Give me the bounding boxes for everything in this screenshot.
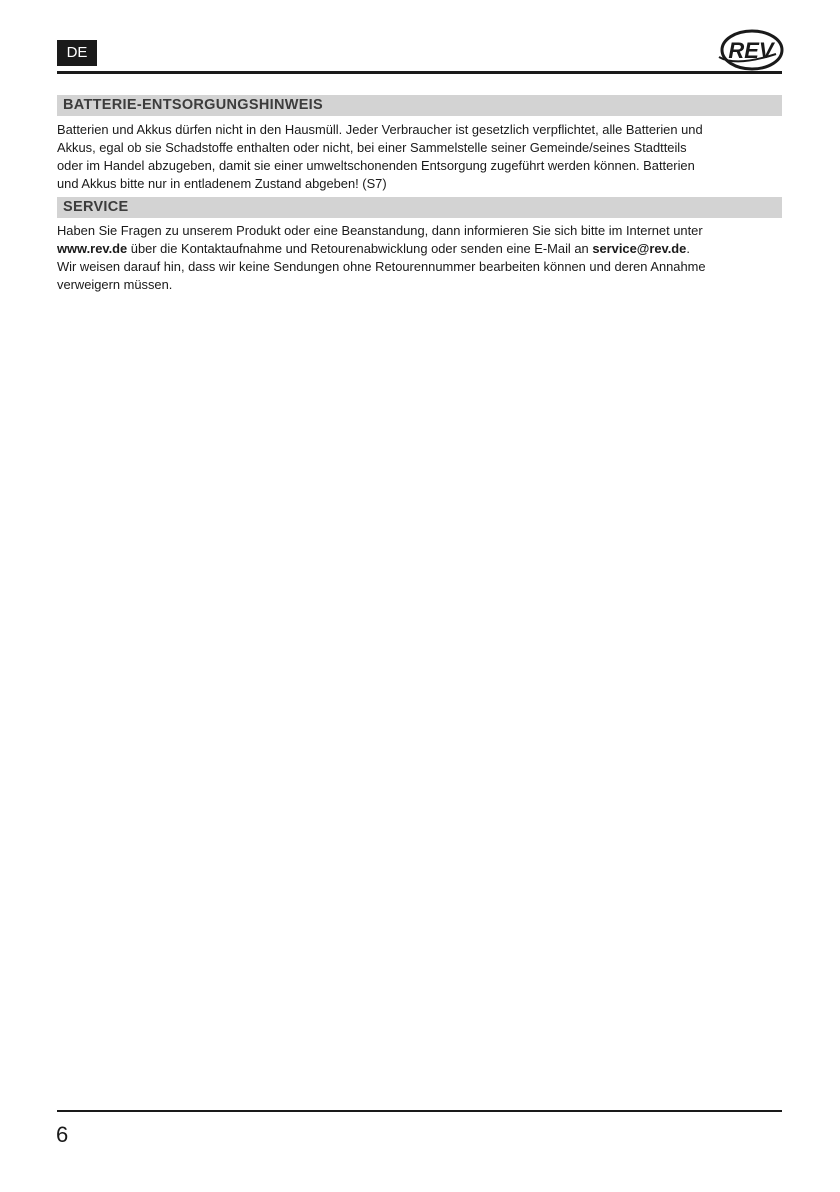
paragraph-line: Akkus, egal ob sie Schadstoffe enthalten oder nicht, bei einer Sammelstelle seiner Gemeinde/seines Stadtteils bbox=[57, 140, 687, 155]
header-divider bbox=[57, 71, 782, 74]
paragraph-line: www.rev.de über die Kontaktaufnahme und Retourenabwicklung oder senden eine E-Mail an service@rev.de. bbox=[57, 241, 690, 256]
battery-disposal-text bbox=[57, 121, 784, 193]
language-badge: DE bbox=[57, 40, 97, 66]
paragraph-line: verweigern müssen. bbox=[57, 277, 173, 292]
page-number: 6 bbox=[56, 1122, 69, 1147]
paragraph-line: Batterien und Akkus dürfen nicht in den Hausmüll. Jeder Verbraucher ist gesetzlich verpflichtet, alle Batterien und bbox=[57, 122, 703, 137]
logo-text: REV bbox=[728, 38, 774, 63]
footer-divider bbox=[57, 1110, 782, 1112]
rev-logo bbox=[716, 27, 784, 71]
email-link[interactable]: service@rev.de bbox=[592, 241, 687, 256]
paragraph-line: Wir weisen darauf hin, dass wir keine Sendungen ohne Retourennummer bearbeiten können und deren Annahme bbox=[57, 259, 706, 274]
section-heading-battery: BATTERIE-ENTSORGUNGSHINWEIS bbox=[57, 95, 782, 116]
paragraph-line: oder im Handel abzugeben, damit sie einer umweltschonenden Entsorgung zugeführt werden können. Batterien bbox=[57, 158, 695, 173]
service-text bbox=[57, 222, 784, 294]
paragraph-line: Haben Sie Fragen zu unserem Produkt oder eine Beanstandung, dann informieren Sie sich bitte im Internet unter bbox=[57, 223, 703, 238]
website-link[interactable]: www.rev.de bbox=[57, 241, 128, 256]
paragraph-line: und Akkus bitte nur in entladenem Zustand abgeben! (S7) bbox=[57, 176, 387, 191]
section-heading-service: SERVICE bbox=[57, 197, 782, 218]
